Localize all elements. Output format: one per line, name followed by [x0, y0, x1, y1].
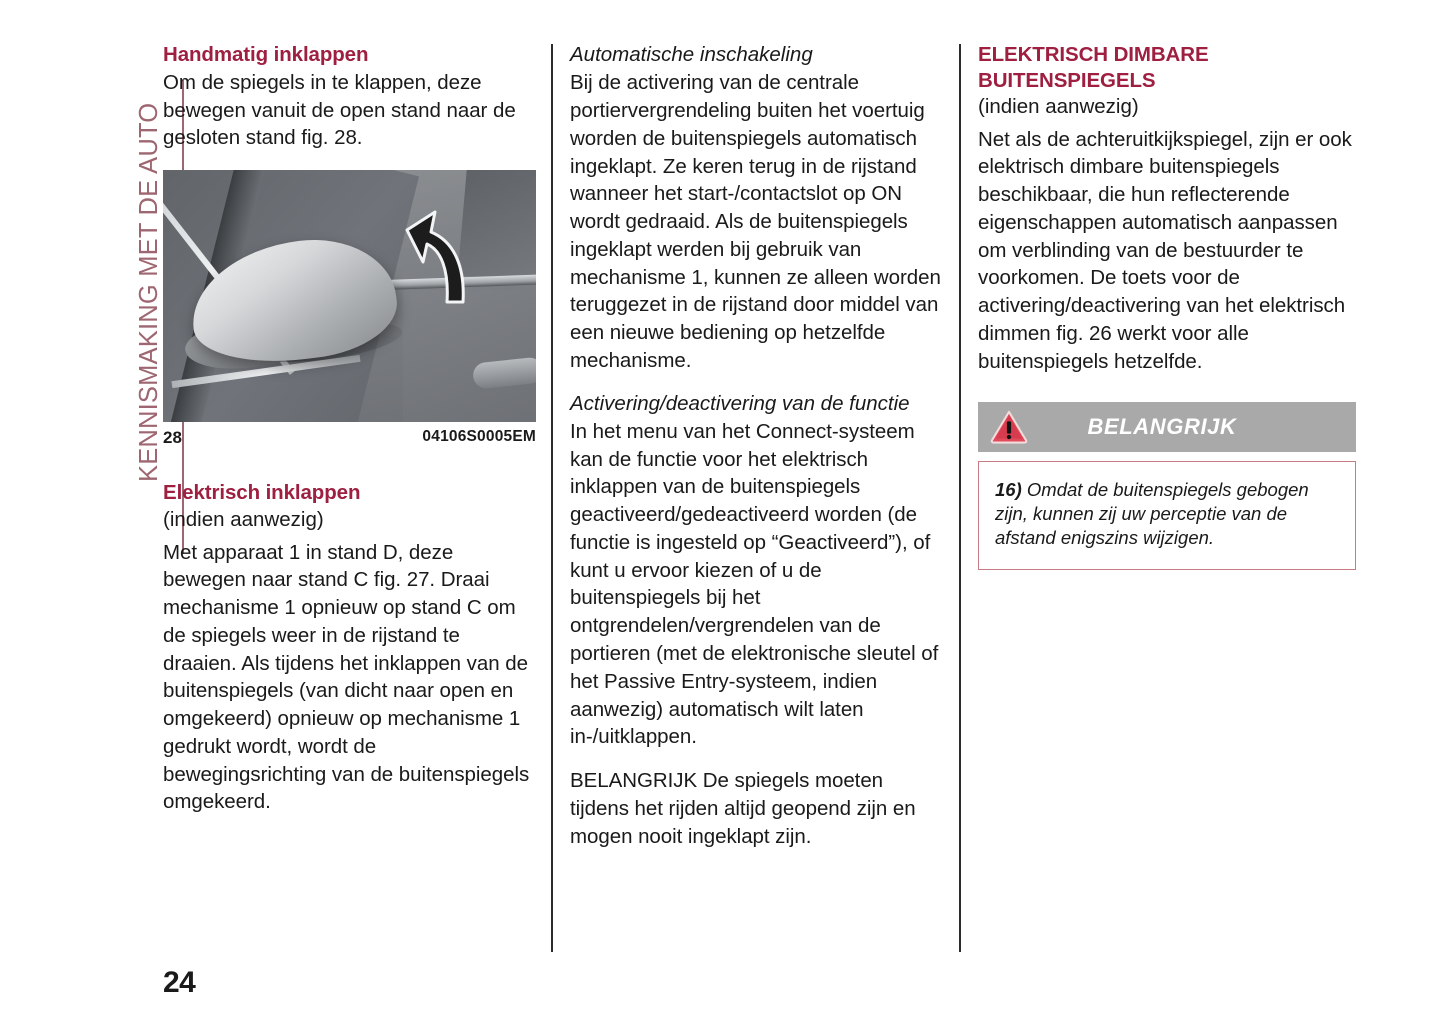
column-divider-right: [959, 44, 961, 952]
heading-elektrisch-inklappen: Elektrisch inklappen: [163, 481, 361, 505]
heading-buitenspiegels: BUITENSPIEGELS: [978, 69, 1156, 92]
warning-body-text: Omdat de buitenspiegels gebogen zijn, kunnen zij uw perceptie van de afstand enigszins wijzigen.: [995, 478, 1309, 549]
column-divider-left: [551, 44, 553, 952]
paragraph-handmatig-inklappen: Om de spiegels in te klappen, deze bewegen vanuit de open stand naar de gesloten stand fig. 28.: [163, 70, 516, 150]
figure-28-image: [163, 170, 536, 422]
subtitle-elektrisch-dimbare: (indien aanwezig): [978, 95, 1139, 118]
section-tab: [60, 40, 163, 515]
curved-arrow-icon: [391, 206, 487, 316]
figure-28: [163, 170, 536, 450]
warning-triangle-icon: [990, 410, 1028, 444]
warning-block: [978, 402, 1356, 570]
paragraph-elektrisch-inklappen: Met apparaat 1 in stand D, deze bewegen naar stand C fig. 27. Draai mechanisme 1 opnieuw op stand C om de spiegels weer in de rijstand te draaien. Als tijdens het inklappen van de buitenspiegels (van dicht naar open en omgekeerd) opnieuw op mechanisme 1 gedrukt wordt, wordt de bewegingsrichting van de buitenspiegels omgekeerd.: [163, 540, 530, 814]
page-number: 24: [163, 966, 196, 999]
paragraph-automatische-inschakeling: Bij de activering van de centrale portiervergrendeling buiten het voertuig worden de buitenspiegels automatisch ingeklapt. Ze keren terug in de rijstand wanneer het start-/contactslot op ON wordt gedraaid. Als de buitenspiegels ingeklapt werden bij gebruik van mechanisme 1, kunnen ze alleen worden teruggezet in de rijstand door middel van een nieuwe bediening op hetzelfde mechanisme.: [570, 71, 941, 372]
warning-title: BELANGRIJK: [1087, 413, 1237, 439]
subheading-automatische-inschakeling: Automatische inschakeling: [570, 43, 813, 66]
left-column: [163, 42, 536, 832]
middle-column: [570, 42, 945, 866]
section-tab-label: KENNISMAKING MET DE AUTO: [135, 102, 163, 482]
warning-body: [978, 461, 1356, 570]
right-column: [978, 42, 1356, 570]
figure-code: 04106S0005EM: [422, 428, 536, 446]
subheading-activering-deactivering: Activering/deactivering van de functie: [570, 391, 910, 415]
paragraph-elektrisch-dimbare: Net als de achteruitkijkspiegel, zijn er ook elektrisch dimbare buitenspiegels beschikbaar, die hun reflecterende eigenschappen automatisch aanpassen om verblinding van de bestuurder te voorkomen. De toets voor de activering/deactivering van het elektrisch dimmen fig. 26 werkt voor alle buitenspiegels hetzelfde.: [978, 127, 1352, 373]
heading-elektrisch-dimbare: ELEKTRISCH DIMBARE: [978, 43, 1209, 66]
figure-number: 28: [163, 428, 182, 448]
paragraph-belangrijk-inline: BELANGRIJK De spiegels moeten tijdens het rijden altijd geopend zijn en mogen nooit ingeklapt zijn.: [570, 769, 916, 848]
subtitle-elektrisch-inklappen: (indien aanwezig): [163, 507, 324, 531]
warning-reference-number: 16): [995, 478, 1022, 500]
warning-text: [995, 478, 1339, 551]
heading-handmatig-inklappen: Handmatig inklappen: [163, 43, 369, 66]
figure-28-caption: [163, 428, 536, 450]
warning-header: [978, 402, 1356, 452]
paragraph-activering-deactivering: In het menu van het Connect-systeem kan de functie voor het elektrisch inklappen van de buitenspiegels geactiveerd/gedeactiveerd worden (de functie is ingesteld op “Geactiveerd”), of kunt u ervoor kiezen of u de buitenspiegels bij het ontgrendelen/vergrendelen van de portieren (met de elektronische sleutel of het Passive Entry-systeem, indien aanwezig) automatisch wilt laten in-/uitklappen.: [570, 419, 939, 749]
